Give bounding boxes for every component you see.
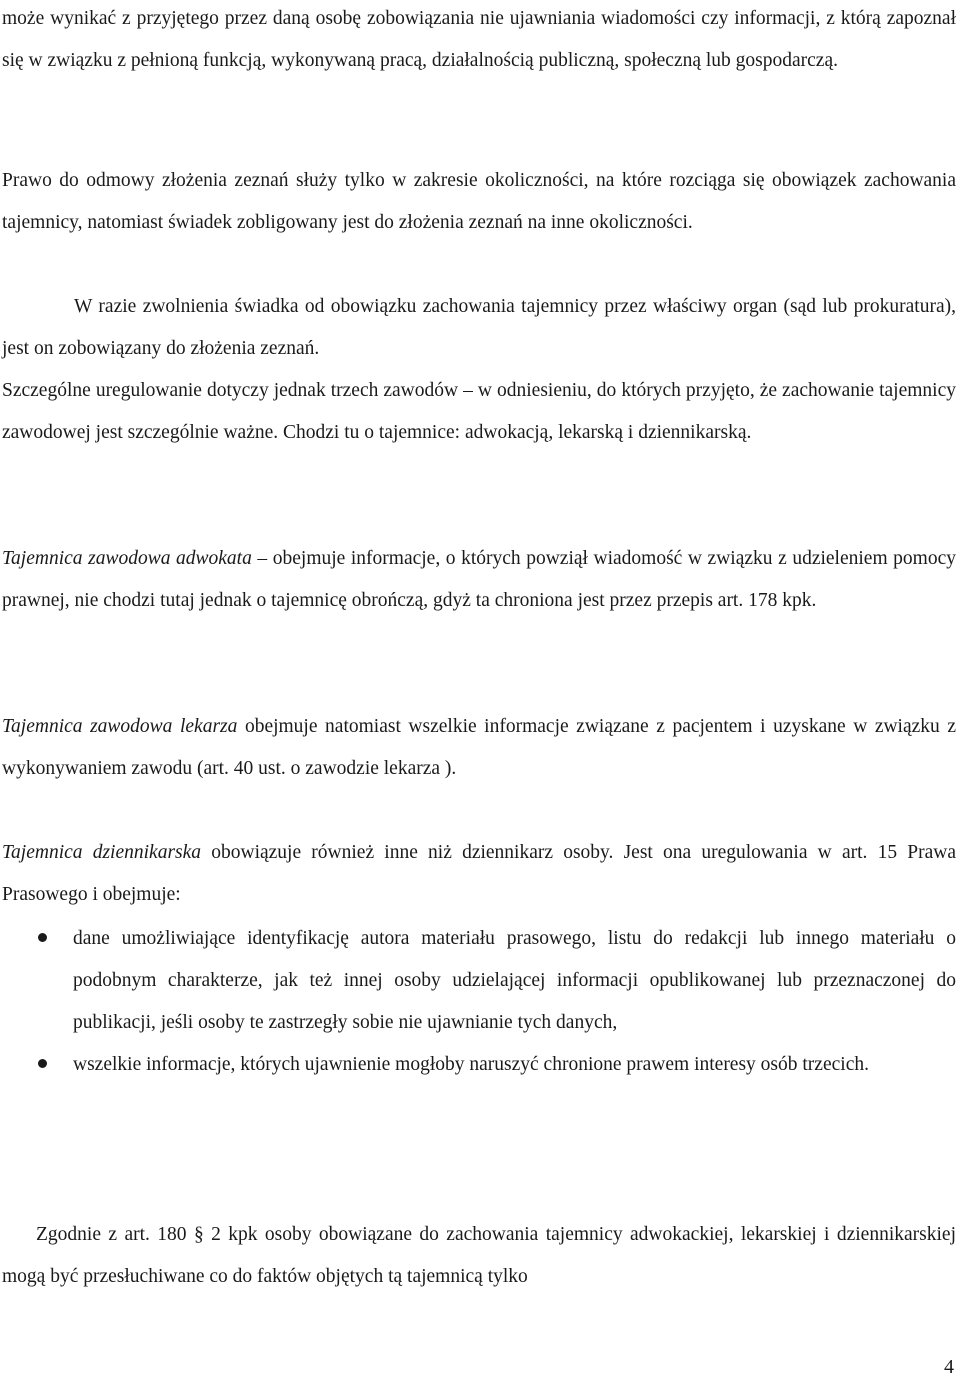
page-number: 4 [944, 1356, 954, 1378]
journalist-secrecy-list [2, 918, 956, 1086]
journalist-secrecy-text: obowiązuje również inne niż dziennikarz osoby. Jest ona uregulowania w art. 15 Prawa Prasowego i obejmuje: [2, 842, 956, 905]
term-attorney-secrecy: Tajemnica zawodowa adwokata [2, 548, 252, 569]
attorney-secrecy-text: – obejmuje informacje, o których powziął wiadomość w związku z udzieleniem pomocy prawnej, nie chodzi tutaj jednak o tajemnicę obrończą, gdyż ta chroniona jest przez przepis art. 178 kpk. [2, 548, 956, 611]
paragraph-art-180: Zgodnie z art. 180 § 2 kpk osoby obowiązane do zachowania tajemnicy adwokackiej, lekarskiej i dziennikarskiej mogą być przesłuchiwane co do faktów objętych tą tajemnicą tylko [2, 1224, 956, 1287]
paragraph-release-from-secrecy: W razie zwolnienia świadka od obowiązku zachowania tajemnicy przez właściwy organ (sąd lub prokuratura), jest on zobowiązany do złożenia zeznań. [2, 296, 956, 359]
bullet-icon [38, 1059, 47, 1068]
paragraph-medical-secrecy [2, 706, 956, 790]
list-item [2, 1044, 956, 1086]
medical-secrecy-text: obejmuje natomiast wszelkie informacje związane z pacjentem i uzyskane w związku z wykonywaniem zawodu (art. 40 ust. o zawodzie lekarza ). [2, 716, 956, 779]
paragraph-refusal-scope: Prawo do odmowy złożenia zeznań służy tylko w zakresie okoliczności, na które rozciąga się obowiązek zachowania tajemnicy, natomiast świadek zobligowany jest do złożenia zeznań na inne okoliczności. [2, 170, 956, 233]
term-journalist-secrecy: Tajemnica dziennikarska [2, 842, 202, 863]
paragraph-journalist-secrecy [2, 832, 956, 916]
paragraph-continuation: może wynikać z przyjętego przez daną osobę zobowiązania nie ujawniania wiadomości czy informacji, z którą zapoznał się w związku z pełnioną funkcją, wykonywaną pracą, działalnością publiczną, społeczną lub gospodarczą. [2, 8, 956, 71]
list-item [2, 918, 956, 1044]
bullet-icon [38, 933, 47, 942]
list-item-text: dane umożliwiające identyfikację autora materiału prasowego, listu do redakcji lub innego materiału o podobnym charakterze, jak też innej osoby udzielającej informacji opublikowanej lub przeznaczonej do publikacji, jeśli osoby te zastrzegły sobie nie ujawnianie tych danych, [73, 928, 956, 1033]
paragraph-three-professions: Szczególne uregulowanie dotyczy jednak trzech zawodów – w odniesieniu, do których przyjęto, że zachowanie tajemnicy zawodowej jest szczególnie ważne. Chodzi tu o tajemnice: adwokacją, lekarską i dziennikarską. [2, 380, 956, 443]
term-medical-secrecy: Tajemnica zawodowa lekarza [2, 716, 238, 737]
list-item-text: wszelkie informacje, których ujawnienie mogłoby naruszyć chronione prawem interesy osób trzecich. [73, 1054, 869, 1075]
paragraph-attorney-secrecy [2, 538, 956, 622]
